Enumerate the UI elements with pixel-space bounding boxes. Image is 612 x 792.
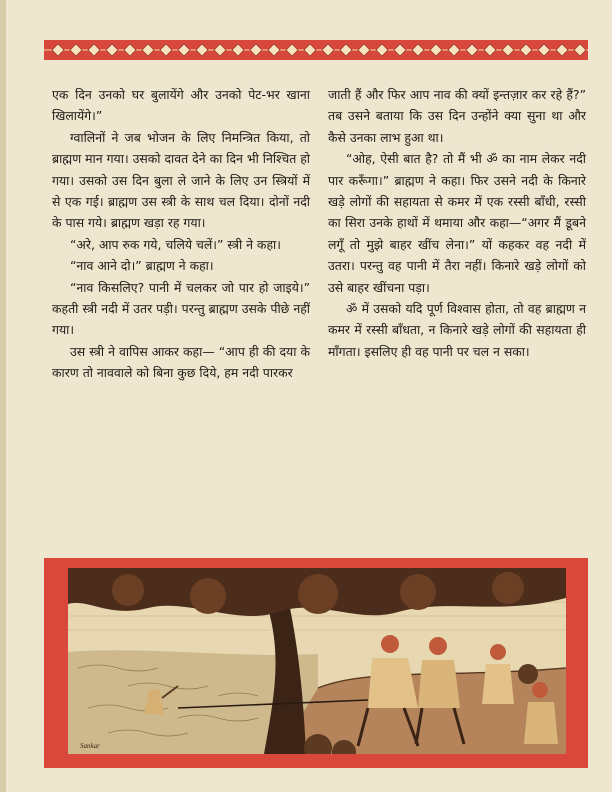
page-edge bbox=[0, 0, 6, 792]
paragraph: उस स्त्री ने वापिस आकर कहा— “आप ही की दया के कारण तो नाववाले को बिना कुछ दिये, हम नदी पारकर bbox=[52, 343, 310, 381]
paragraph: एक दिन उनको घर बुलायेंगे और उनको पेट-भर खाना खिलायेंगे।” bbox=[52, 87, 310, 124]
story-text-columns bbox=[52, 84, 588, 544]
illustration-drawing bbox=[68, 568, 566, 754]
paragraph: ॐ में उसको यदि पूर्ण विश्वास होता, तो वह ब्राह्मण न कमर में रस्सी बाँधता, न किनारे खड़े लोगों की सहायता ही माँगता। इसलिए ही वह पानी पर चल न सका। bbox=[328, 301, 586, 359]
paragraph: “नाव किसलिए? पानी में चलकर जो पार हो जाइये।” कहती स्त्री नदी में उतर पड़ी। परन्तु ब्राह्मण उसके पीछे नहीं गया। bbox=[52, 279, 310, 338]
paragraph: “ओह, ऐसी बात है? तो मैं भी ॐ का नाम लेकर नदी पार करूँगा।” ब्राह्मण ने कहा। फिर उसने नदी के किनारे खड़े लोगों की सहायता से कमर में एक रस्सी बाँधी, रस्सी का सिरा उनके हाथों में थमाया और कहा—“अगर मैं डूबने लगूँ तो मुझे बाहर खींच लेना।” यों कहकर वह नदी में उतरा। परन्तु वह पानी में तैरा नहीं। किनारे खड़े लोगों को उसे बाहर खींचना पड़ा। bbox=[328, 151, 586, 295]
river-rescue-illustration bbox=[68, 568, 566, 754]
border-diamond-pattern bbox=[44, 40, 588, 60]
decorative-top-border bbox=[44, 40, 588, 60]
left-text-column bbox=[52, 84, 310, 384]
illustration-frame bbox=[44, 558, 588, 768]
artist-signature: Sankar bbox=[80, 742, 100, 750]
paragraph: “अरे, आप रुक गये, चलिये चलें।” स्त्री ने कहा। bbox=[70, 236, 281, 252]
right-text-column bbox=[328, 84, 586, 362]
paragraph: “नाव आने दो।” ब्राह्मण ने कहा। bbox=[70, 258, 214, 274]
paragraph: जाती हैं और फिर आप नाव की क्यों इन्तज़ार कर रहे हैं?” तब उसने बताया कि उस दिन उन्होंने क्या सुना था और कैसे उनका लाभ हुआ था। bbox=[328, 87, 586, 145]
paragraph: ग्वालिनों ने जब भोजन के लिए निमन्त्रित किया, तो ब्राह्मण मान गया। उसको दावत देने का दिन भी निश्चित हो गया। उसको उस दिन बुला ले जाने के लिए उन स्त्रियों में से एक गई। ब्राह्मण उस स्त्री के साथ चल दिया। दोनों नदी के पास गये। ब्राह्मण खड़ा रह गया। bbox=[52, 129, 310, 231]
